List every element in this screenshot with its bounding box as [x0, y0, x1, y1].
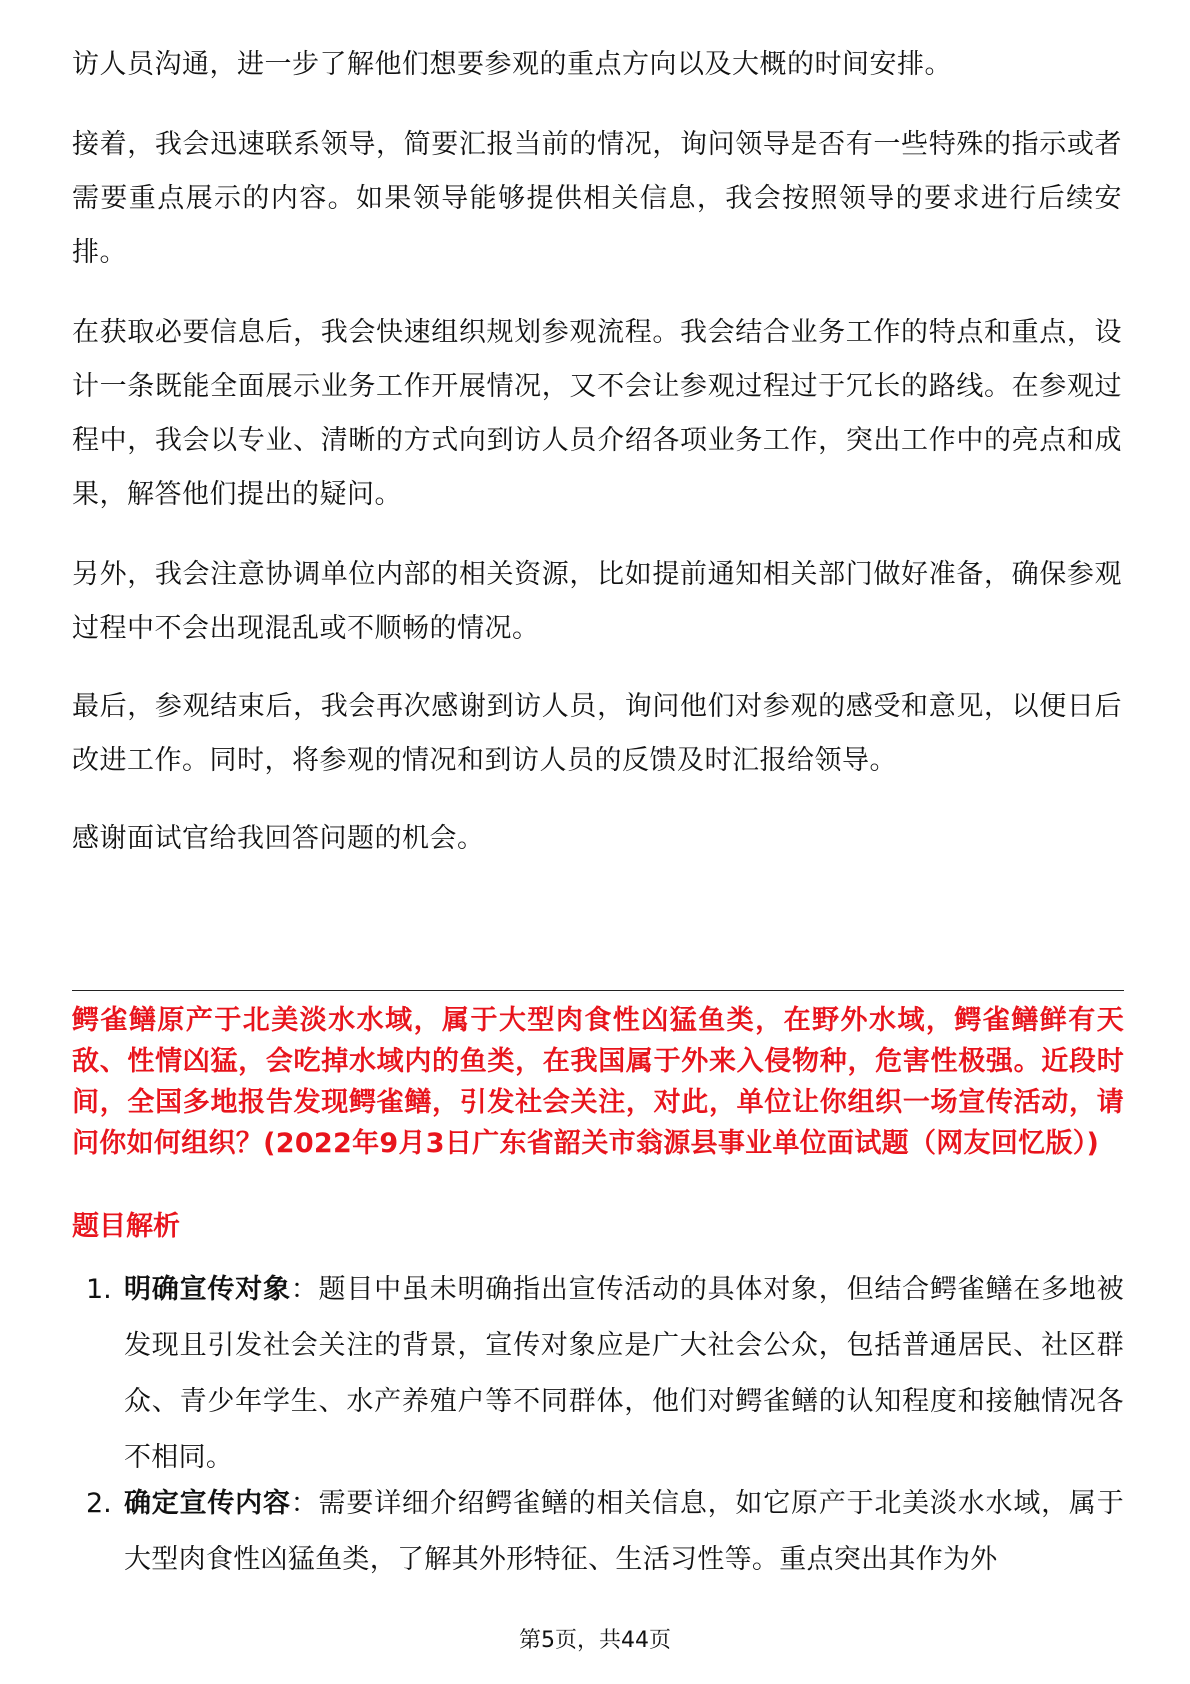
paragraph-6: 感谢面试官给我回答问题的机会。 [72, 823, 485, 854]
list-number: 2. [86, 1488, 112, 1519]
list-item-heading: 明确宣传对象 [124, 1274, 291, 1305]
paragraph-1: 访人员沟通，进一步了解他们想要参观的重点方向以及大概的时间安排。 [72, 49, 952, 80]
list-item-heading: 确定宣传内容 [124, 1488, 291, 1519]
list-item-text [124, 1262, 1124, 1486]
paragraph-4: 另外，我会注意协调单位内部的相关资源，比如提前通知相关部门做好准备，确保参观过程中不会出现混乱或不顺畅的情况。 [72, 559, 1122, 644]
page-footer: 第5页，共44页 [519, 1628, 671, 1653]
list-item-body: ：需要详细介绍鳄雀鳝的相关信息，如它原产于北美淡水水域，属于大型肉食性凶猛鱼类，了解其外形特征、生活习性等。重点突出其作为外 [124, 1488, 1124, 1575]
list-item-body: ：题目中虽未明确指出宣传活动的具体对象，但结合鳄雀鳝在多地被发现且引发社会关注的背景，宣传对象应是广大社会公众，包括普通居民、社区群众、青少年学生、水产养殖户等不同群体，他们对鳄雀鳝的认知程度和接触情况各不相同。 [124, 1274, 1124, 1473]
list-number: 1. [86, 1274, 112, 1305]
section-divider [72, 990, 1124, 991]
paragraph-5: 最后，参观结束后，我会再次感谢到访人员，询问他们对参观的感受和意见，以便日后改进工作。同时，将参观的情况和到访人员的反馈及时汇报给领导。 [72, 691, 1122, 776]
list-item-text [124, 1476, 1124, 1588]
paragraph-3: 在获取必要信息后，我会快速组织规划参观流程。我会结合业务工作的特点和重点，设计一条既能全面展示业务工作开展情况，又不会让参观过程过于冗长的路线。在参观过程中，我会以专业、清晰的方式向到访人员介绍各项业务工作，突出工作中的亮点和成果，解答他们提出的疑问。 [72, 317, 1122, 510]
paragraph-2: 接着，我会迅速联系领导，简要汇报当前的情况，询问领导是否有一些特殊的指示或者需要重点展示的内容。如果领导能够提供相关信息，我会按照领导的要求进行后续安排。 [72, 129, 1122, 268]
question-text: 鳄雀鳝原产于北美淡水水域，属于大型肉食性凶猛鱼类，在野外水域，鳄雀鳝鲜有天敌、性情凶猛，会吃掉水域内的鱼类，在我国属于外来入侵物种，危害性极强。近段时间，全国多地报告发现鳄雀鳝，引发社会关注，对此，单位让你组织一场宣传活动，请问你如何组织？(2022年9月3日广东省韶关市翁源县事业单位面试题（网友回忆版）) [72, 1005, 1124, 1159]
section-title: 题目解析 [72, 1211, 180, 1242]
